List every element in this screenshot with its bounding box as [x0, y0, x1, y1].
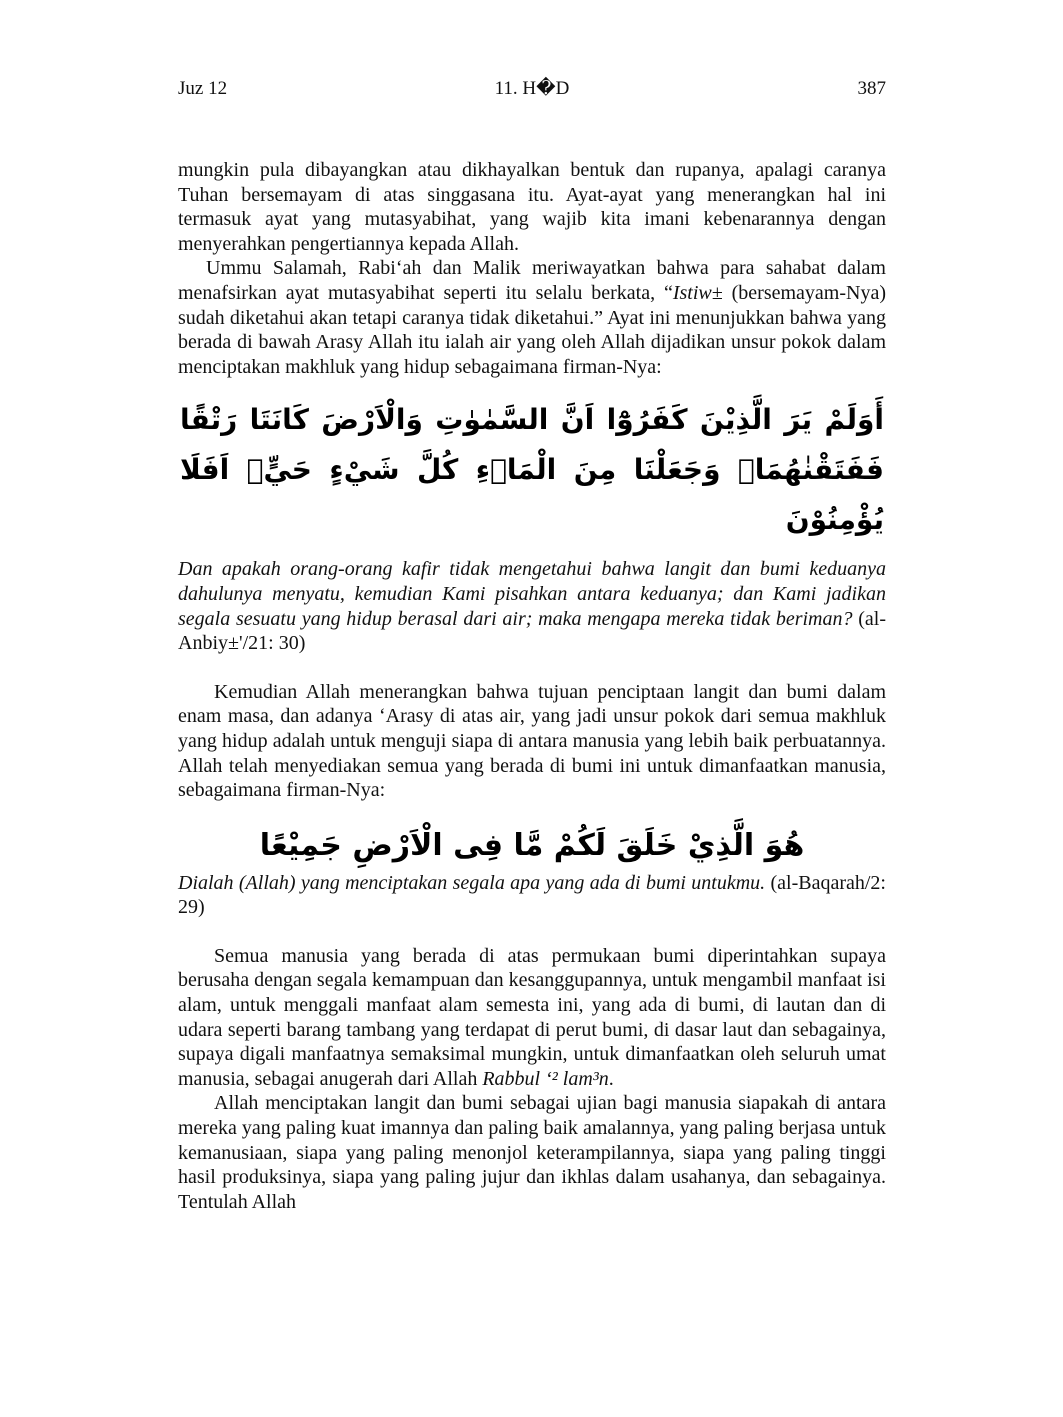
spacer: [178, 656, 886, 680]
spacer: [178, 920, 886, 944]
quran-verse-anbiya-30: أَوَلَمْ يَرَ الَّذِيْنَ كَفَرُوْٓا اَنَّ السَّمٰوٰتِ وَالْاَرْضَ كَانَتَا رَتْقًا فَفَتَقْنٰهُمَاۗ وَجَعَلْنَا مِنَ الْمَاۤءِ كُلَّ شَيْءٍ حَيٍّۗ اَفَلَا يُؤْمِنُوْنَ: [180, 403, 884, 537]
paragraph-5: Allah menciptakan langit dan bumi sebagai ujian bagi manusia siapakah di antara mereka yang paling kuat imannya dan paling baik amalannya, yang paling berjasa untuk kemanusiaan, siapa yang paling menonjol keterampilannya, siapa yang paling tinggi hasil produksinya, siapa yang paling jujur dan ikhlas dalam usahanya, dan sebagainya. Tentulah Allah: [178, 1092, 886, 1213]
page-header: [178, 74, 886, 104]
page-body: [178, 158, 886, 1214]
verse-2-translation: [178, 871, 886, 920]
verse-1-reference: (al-Anbiy±'/21: 30): [178, 607, 886, 655]
verse-2-reference: (al-Baqarah/2: 29): [178, 871, 886, 919]
paragraph-4: [178, 944, 886, 1092]
verse-1-translation-text: Dan apakah orang-orang kafir tidak mengetahui bahwa langit dan bumi keduanya dahulunya menyatu, kemudian Kami pisahkan antara keduanya; dan Kami jadikan segala sesuatu yang hidup berasal dari air; maka mengapa mereka tidak beriman?: [178, 558, 886, 630]
paragraph-2-text-a: Ummu Salamah, Rabi‘ah dan Malik meriwayatkan bahwa para sahabat dalam menafsirkan ayat mutasyabihat seperti itu selalu berkata, “: [178, 257, 886, 304]
paragraph-1: mungkin pula dibayangkan atau dikhayalkan bentuk dan rupanya, apalagi caranya Tuhan bersemayam di atas singgasana itu. Ayat-ayat yang menerangkan hal ini termasuk ayat yang mutasyabihat, yang wajib kita imani kebenarannya dengan menyerahkan pengertiannya kepada Allah.: [178, 159, 886, 255]
verse-1-translation: [178, 557, 886, 655]
quran-verse-baqarah-29: هُوَ الَّذِيْ خَلَقَ لَكُمْ مَّا فِى الْاَرْضِ جَمِيْعًا: [259, 827, 805, 863]
surah-title: 11. H�D: [494, 78, 570, 99]
paragraph-4-text-a: Semua manusia yang berada di atas permukaan bumi diperintahkan supaya berusaha dengan segala kemampuan dan kesanggupannya, untuk mengambil manfaat isi alam, untuk menggali manfaat alam semesta ini, yang ada di bumi, di lautan dan di udara seperti barang tambang yang terdapat di perut bumi, di dasar laut dan sebagainya, supaya digali manfaatnya semaksimal mungkin, untuk dimanfaatkan oleh seluruh umat manusia, sebagai anugerah dari Allah: [178, 944, 886, 1090]
paragraph-2-italic-term: Istiw±: [672, 281, 723, 304]
juz-label: Juz 12: [178, 78, 228, 99]
paragraph-4-text-b: .: [608, 1067, 614, 1090]
paragraph-4-italic-term: Rabbul ‘² lam³n: [482, 1067, 609, 1090]
paragraph-2: [178, 256, 886, 379]
verse-2-translation-text: Dialah (Allah) yang menciptakan segala apa yang ada di bumi untukmu.: [178, 871, 766, 894]
paragraph-2-text-b: (bersemayam-Nya) sudah diketahui akan tetapi caranya tidak diketahui.” Ayat ini menunjukkan bahwa yang berada di bawah Arasy Allah itu ialah air yang oleh Allah dijadikan unsur pokok dalam menciptakan makhluk yang hidup sebagaimana firman-Nya:: [178, 281, 886, 378]
page-number: 387: [857, 78, 886, 99]
paragraph-3: Kemudian Allah menerangkan bahwa tujuan penciptaan langit dan bumi dalam enam masa, dan adanya ‘Arasy di atas air, yang jadi unsur pokok dari semua makhluk yang hidup adalah untuk menguji siapa di antara manusia yang lebih baik perbuatannya. Allah telah menyediakan semua yang berada di bumi ini untuk dimanfaatkan manusia, sebagaimana firman-Nya:: [178, 680, 886, 802]
